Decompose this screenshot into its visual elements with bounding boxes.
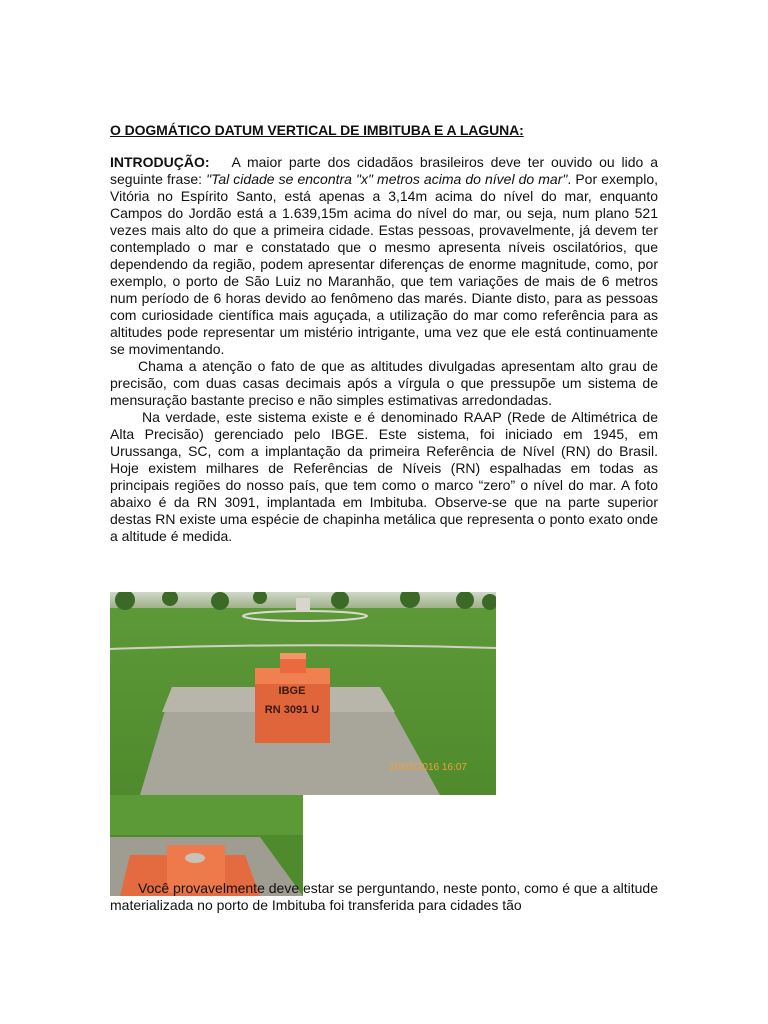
marker-label-2: RN 3091 U [264, 704, 320, 716]
intro-text-b: . Por exemplo, Vitória no Espírito Santo, está apenas a 3,14m acima do nível do mar, enquanto Campos do Jordão está a 1.639,15m acima do nível do mar, ou seja, num plano 521 vezes mais alto do que a primeira cidade. Estas pessoas, provavelmente, já devem ter contemplado o mar e constatado que o mesmo apresenta níveis oscilatórios, que dependendo da região, podem apresentar diferenças de enorme magnitude, como, por exemplo, o porto de São Luiz no Maranhão, que tem variações de mais de 6 metros num período de 6 horas devido ao fenômeno das marés. Diante disto, para as pessoas com curiosidade científica mais aguçada, a utilização do mar como referência para as altitudes pode representar um mistério intrigante, uma vez que ele está continuamente se movimentando. [110, 171, 658, 357]
rn-marker-photo-image [110, 592, 496, 795]
intro-text-a: A maior parte dos cidadãos brasileiros deve ter ouvido ou lido a seguinte frase: [110, 154, 658, 187]
marker-label-1: IBGE [278, 685, 306, 697]
paragraph-4 [110, 880, 658, 914]
intro-label: INTRODUÇÃO: [110, 154, 210, 170]
paragraph-2: Chama a atenção o fato de que as altitudes divulgadas apresentam alto grau de precisão, com duas casas decimais após a vírgula o que pressupõe um sistema de mensuração bastante preciso e não simples estimativas arredondadas. [110, 358, 658, 408]
rn-marker-photo [110, 592, 496, 795]
paragraph-4-text: Você provavelmente deve estar se perguntando, neste ponto, como é que a altitude materializada no porto de Imbituba foi transferida para cidades tão [110, 880, 658, 913]
paragraph-3: Na verdade, este sistema existe e é denominado RAAP (Rede de Altimétrica de Alta Precisão) gerenciado pelo IBGE. Este sistema, foi iniciado em 1945, em Urussanga, SC, com a implantação da primeira Referência de Nível (RN) do Brasil. Hoje existem milhares de Referências de Níveis (RN) espalhadas em todas as principais regiões do nosso país, que tem como o marco “zero” o nível do mar. A foto abaixo é da RN 3091, implantada em Imbituba. Observe-se que na parte superior destas RN existe uma espécie de chapinha metálica que representa o ponto exato onde a altitude é medida. [110, 409, 658, 544]
document-title: O DOGMÁTICO DATUM VERTICAL DE IMBITUBA E A LAGUNA: [110, 122, 524, 138]
document-body [110, 154, 658, 545]
photo-timestamp: 10/02/2016 16:07 [389, 762, 467, 773]
intro-quote: "Tal cidade se encontra "x" metros acima do nível do mar" [206, 171, 568, 187]
intro-paragraph [110, 154, 658, 358]
